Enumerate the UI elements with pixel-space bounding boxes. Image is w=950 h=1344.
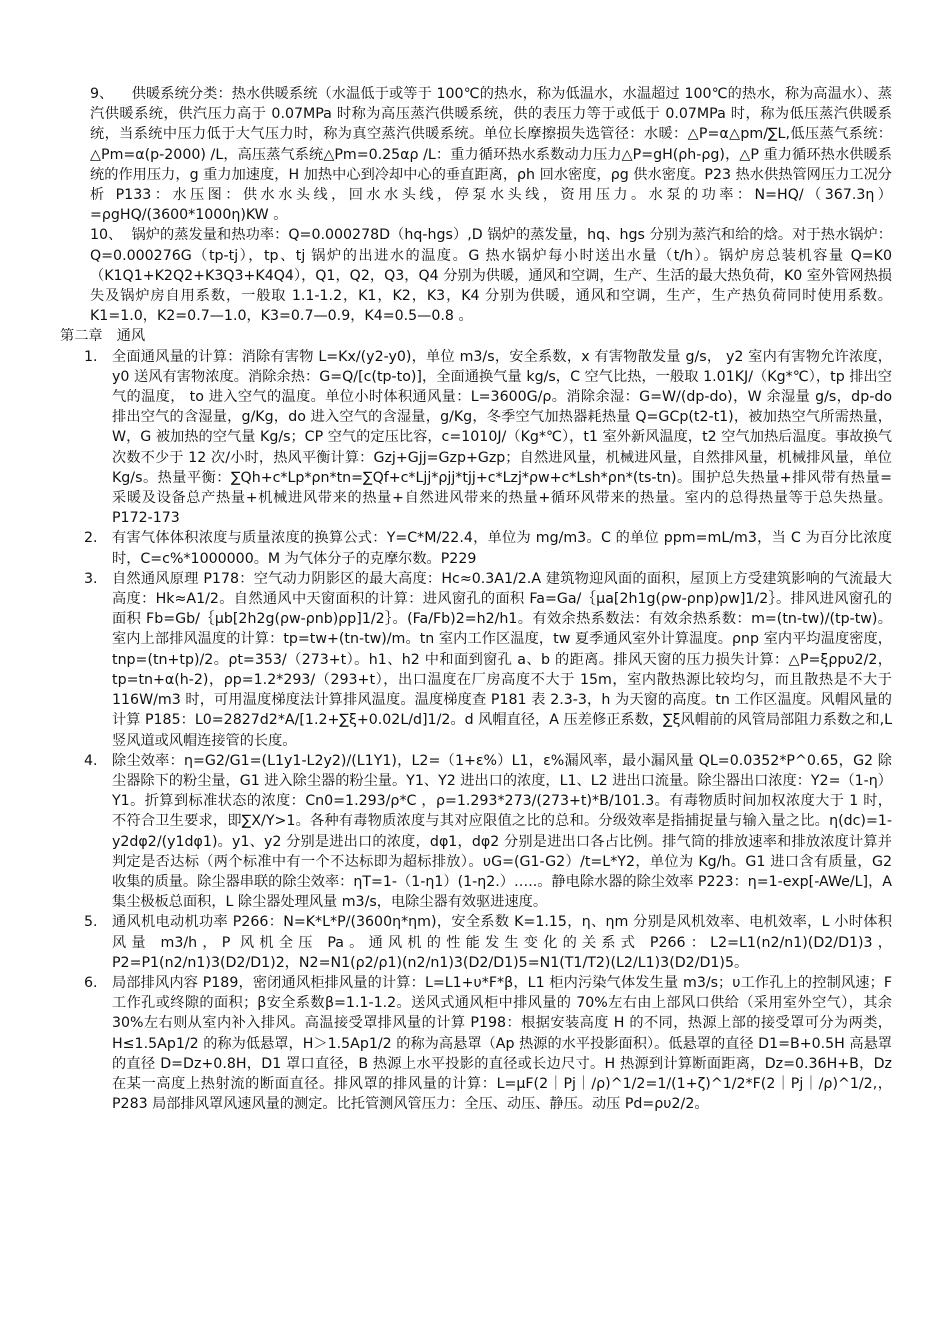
paragraph-text: 通风机电动机功率 P266：N=K*L*P/(3600η*ηm)，安全系数 K=1.15，η、ηm 分别是风机效率、电机效率，L 小时体积风量 m3/h，P 风机全压 Pa。通风机的性能发生变化的关系式 P266：L2=L1(n2/n1)(D2/D1)3，P2=P1(n2/n1)3(D2/D1)2，N2=N1(ρ2/ρ1)(n2/n1)3(D2/D1)5=N1(T1/T2)(L2/L1)3(D2/D1)5。 (112, 914, 892, 971)
paragraph-text: 自然通风原理 P178：空气动力阴影区的最大高度：Hc≈0.3A1/2.A 建筑物迎风面的面积，屋顶上方受建筑影响的气流最大高度：Hk≈A1/2。自然通风中天窗面积的计算：进风窗孔的面积 Fa=Ga/｛μa[2h1g(ρw-ρnp)ρw]1/2｝。排风进风窗孔的面积 Fb=Gb/｛μb[2h2g(ρw-ρnb)ρp]1/2｝。(Fa/Fb)2=h2/h1。有效余热系数法：有效余热系数：m=(tn-tw)/(tp-tw)。室内上部排风温度的计算：tp=tw+(tn-tw)/m。tn 室内工作区温度，tw 夏季通风室外计算温度。ρnp 室内平均温度密度，tnp=(tn+tp)/2。ρt=353/（273+t）。h1、h2 中和面到窗孔 a、b 的距离。排风天窗的压力损失计算：△P=ξρpυ2/2，tp=tn+α(h-2)，ρp=1.2*293/（293+t），出口温度在厂房高度不大于 15m，室内散热源比较均匀，而且散热是不大于 116W/m3 时，可用温度梯度法计算排风温度。温度梯度查 P181 表 2.3-3，h 为天窗的高度。tn 工作区温度。风帽风量的计算 P185：L0=2827d2*A/[1.2+∑ξ+0.02L/d]1/2。d 风帽直径，A 压差修正系数，∑ξ风帽前的风管局部阻力系数之和,L 竖风道或风帽连接管的长度。 (112, 570, 892, 749)
item-number: 4. (84, 752, 98, 769)
list-item (60, 912, 892, 973)
document-page (60, 84, 892, 1114)
list-item (60, 569, 892, 751)
list-item (60, 528, 892, 568)
chapter-title: 第二章 通风 (60, 328, 146, 345)
paragraph-text: 局部排风内容 P189，密闭通风柜排风量的计算：L=L1+υ*F*β，L1 柜内污染气体发生量 m3/s；υ工作孔上的控制风速；F 工作孔或终隙的面积；β安全系数β=1.1-1.2。送风式通风柜中排风量的 70%左右由上部风口供给（采用室外空气），其余 30%左右则从室内补入排风。高温接受罩排风量的计算 P198：根据安装高度 H 的不同，热源上部的接受罩可分为两类，H≤1.5Ap1/2 的称为低悬罩，H＞1.5Ap1/2 的称为高悬罩（Ap 热源的水平投影面积）。低悬罩的直径 D1=B+0.5H 高悬罩的直径 D=Dz+0.8H，D1 罩口直径，B 热源上水平投影的直径或长边尺寸。H 热源到计算断面距离，Dz=0.36H+B，Dz 在某一高度上热射流的断面直径。排风罩的排风量的计算：L=μF(2｜Pj｜/ρ)^1/2=1/(1+ζ)^1/2*F(2｜Pj｜/ρ)^1/2,，P283 局部排风罩风速风量的测定。比托管测风管压力：全压、动压、静压。动压 Pd=ρυ2/2。 (112, 974, 892, 1113)
paragraph-text: 全面通风量的计算：消除有害物 L=Kx/(y2-y0)，单位 m3/s，安全系数，x 有害物散发量 g/s， y2 室内有害物允许浓度，y0 送风有害物浓度。消除余热：G=Q/[c(tp-to)]，全面通换气量 kg/s，C 空气比热，一般取 1.01KJ/（Kg*℃），tp 排出空气的温度， to 进入空气的温度。单位小时体积通风量：L=3600G/ρ。消除余湿：G=W/(dp-do)，W 余湿量 g/s，dp-do 排出空气的含湿量，g/Kg，do 进入空气的含湿量，g/Kg，冬季空气加热器耗热量 Q=GCp(t2-t1)，被加热空气所需热量，W，G 被加热的空气量 Kg/s；CP 空气的定压比容，c=1010J/（Kg*℃），t1 室外新风温度，t2 空气加热后温度。事故换气次数不少于 12 次/小时，热风平衡计算：Gzj+Gjj=Gzp+Gzp；自然进风量，机械进风量，自然排风量，机械排风量，单位 Kg/s。热量平衡：∑Qh+c*Lp*ρn*tn=∑Qf+c*Ljj*ρjj*tjj+c*Lzj*ρw+c*Lsh*ρn*(ts-tn)。围护总失热量+排风带有热量=采暖及设备总产热量+机械进风带来的热量+自然进风带来的热量+循环风带来的热量。室内的总得热量等于总失热量。P172-173 (112, 348, 892, 527)
list-item (60, 347, 892, 529)
paragraph-9 (90, 84, 892, 225)
paragraph-text: 除尘效率：η=G2/G1=(L1y1-L2y2)/(L1Y1)，L2=（1+ε%）L1，ε%漏风率，最小漏风量 QL=0.0352*P^0.65，G2 除尘器除下的粉尘量，G1 进入除尘器的粉尘量。Y1、Y2 进出口的浓度，L1、L2 进出口流量。除尘器出口浓度：Y2=（1-η）Y1。折算到标准状态的浓度：Cn0=1.293/ρ*C ，ρ=1.293*273/(273+t)*B/101.3。有毒物质时间加权浓度大于 1 时，不符合卫生要求，即∑X/Y>1。各种有毒物质浓度与其对应限值之比的总和。分级效率是指捕捉量与输入量之比。η(dc)=1-y2dφ2/(y1dφ1)。y1、y2 分别是进出口的浓度，dφ1，dφ2 分别是进出口各占比例。排气筒的排放速率和排放浓度计算并判定是否达标（两个标准中有一个不达标即为超标排放）。υG=(G1-G2）/t=L*Y2，单位为 Kg/h。G1 进口含有质量，G2 收集的质量。除尘器串联的除尘效率：ηT=1-（1-η1）(1-η2.）…..。静电除水器的除尘效率 P223：η=1-exp[-AWe/L]，A 集尘极板总面积，L 除尘器处理风量 m3/s，电除尘器有效驱进速度。 (112, 752, 892, 911)
item-number: 1. (84, 348, 98, 365)
item-number: 3. (84, 570, 98, 587)
paragraph-text: 有害气体体积浓度与质量浓度的换算公式：Y=C*M/22.4，单位为 mg/m3。C 的单位 ppm=mL/m3，当 C 为百分比浓度时，C=c%*1000000。M 为气体分子的克摩尔数。P229 (112, 530, 892, 567)
paragraph-10 (90, 225, 892, 326)
list-item (60, 973, 892, 1114)
item-number: 5. (84, 914, 98, 931)
item-number: 9、 (90, 86, 114, 102)
paragraph-text: 锅炉的蒸发量和热功率：Q=0.000278D（hq-hgs）,D 锅炉的蒸发量，hq、hgs 分别为蒸汽和给的焓。对于热水锅炉：Q=0.000276G（tp-tj），tp、tj 锅炉的出进水的温度。G 热水锅炉每小时送出水量（t/h）。锅炉房总装机容量 Q=K0（K1Q1+K2Q2+K3Q3+K4Q4），Q1，Q2，Q3，Q4 分别为供暖，通风和空调，生产、生活的最大热负荷，K0 室外管网热损失及锅炉房自用系数，一般取 1.1-1.2，K1，K2，K3，K4 分别为供暖，通风和空调，生产，生产热负荷同时使用系数。K1=1.0，K2=0.7—1.0，K3=0.7—0.9，K4=0.5—0.8 。 (90, 227, 892, 325)
list-item (60, 751, 892, 913)
item-number: 2. (84, 530, 98, 547)
item-number: 10、 (90, 227, 123, 244)
numbered-list (60, 347, 892, 1115)
paragraph-text: 供暖系统分类：热水供暖系统（水温低于或等于 100℃的热水，称为低温水，水温超过 100℃的热水，称为高温水）、蒸汽供暖系统，供汽压力高于 0.07MPa 时称为高压蒸汽供暖系统，供的表压力等于或低于 0.07MPa 时，称为低压蒸汽供暖系统，当系统中压力低于大气压力时，称为真空蒸汽供暖系统。单位长摩擦损失选管径：水暖：△P=α△pm/∑L,低压蒸气系统：△Pm=α(p-2000) /L，高压蒸气系统△Pm=0.25αρ /L：重力循环热水系数动力压力△P=gH(ρh-ρg)，△P 重力循环热水供暖系统的作用压力，g 重力加速度，H 加热中心到冷却中心的垂直距离，ρh 回水密度，ρg 供水密度。P23 热水供热管网压力工况分析 P133：水压图：供水水头线，回水水头线，停泵水头线，资用压力。水泵的功率：N=HQ/（367.3η）=ρgHQ/(3600*1000η)KW 。 (90, 86, 892, 224)
item-number: 6. (84, 974, 98, 991)
